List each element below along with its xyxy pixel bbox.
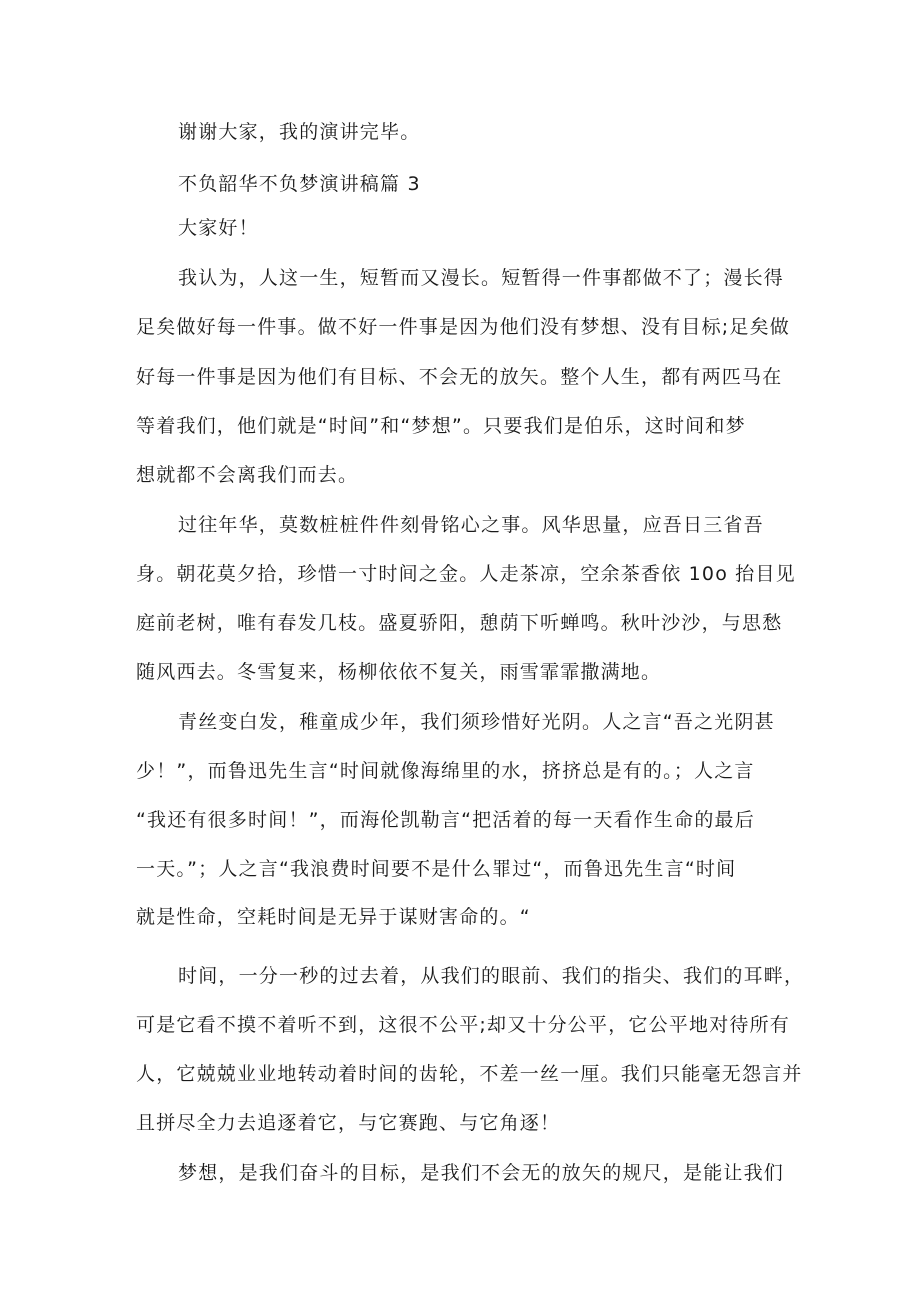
text-line: 庭前老树，唯有春发几枝。盛夏骄阳，憩荫下听蝉鸣。秋叶沙沙，与思愁 <box>136 612 783 634</box>
text-line: 就是性命，空耗时间是无异于谋财害命的。“ <box>136 906 531 928</box>
text-line: 一天。”；人之言“我浪费时间要不是什么罪过“，而鲁迅先生言“时间 <box>136 858 737 880</box>
text-line: 少！”，而鲁迅先生言“时间就像海绵里的水，挤挤总是有的。；人之言 <box>136 760 755 782</box>
text-line: 且拼尽全力去追逐着它，与它赛跑、与它角逐！ <box>136 1112 561 1134</box>
text-line: 时间，一分一秒的过去着，从我们的眼前、我们的指尖、我们的耳畔， <box>178 965 805 987</box>
text-line: 身。朝花莫夕拾，珍惜一寸时间之金。人走茶凉，空余茶香依 10o 抬目见 <box>136 563 796 585</box>
text-line: 谢谢大家，我的演讲完毕。 <box>178 121 421 143</box>
section-heading: 不负韶华不负梦演讲稿篇 3 <box>178 173 421 195</box>
text-line: 过往年华，莫数桩桩件件刻骨铭心之事。风华思量，应吾日三省吾 <box>178 514 764 536</box>
text-line: 足矣做好每一件事。做不好一件事是因为他们没有梦想、没有目标;足矣做 <box>136 316 791 338</box>
text-line: “我还有很多时间！”，而海伦凯勒言“把活着的每一天看作生命的最后 <box>136 809 755 831</box>
text-line: 青丝变白发，稚童成少年，我们须珍惜好光阴。人之言“吾之光阴甚 <box>178 711 775 733</box>
text-line: 好每一件事是因为他们有目标、不会无的放矢。整个人生，都有两匹马在 <box>136 366 783 388</box>
text-line: 等着我们，他们就是“时间”和“梦想”。只要我们是伯乐，这时间和梦 <box>136 415 746 437</box>
text-line: 我认为，人这一生，短暂而又漫长。短暂得一件事都做不了；漫长得 <box>178 267 785 289</box>
text-line: 随风西去。冬雪复来，杨柳依依不复关，雨雪霏霏撒满地。 <box>136 661 662 683</box>
text-line: 可是它看不摸不着听不到，这很不公平;却又十分公平，它公平地对待所有 <box>136 1014 791 1036</box>
text-line: 想就都不会离我们而去。 <box>136 464 359 486</box>
text-line: 梦想，是我们奋斗的目标，是我们不会无的放矢的规尺，是能让我们 <box>178 1162 785 1184</box>
text-line: 人，它兢兢业业地转动着时间的齿轮，不差一丝一厘。我们只能毫无怨言并 <box>136 1063 803 1085</box>
text-line: 大家好！ <box>178 217 259 239</box>
